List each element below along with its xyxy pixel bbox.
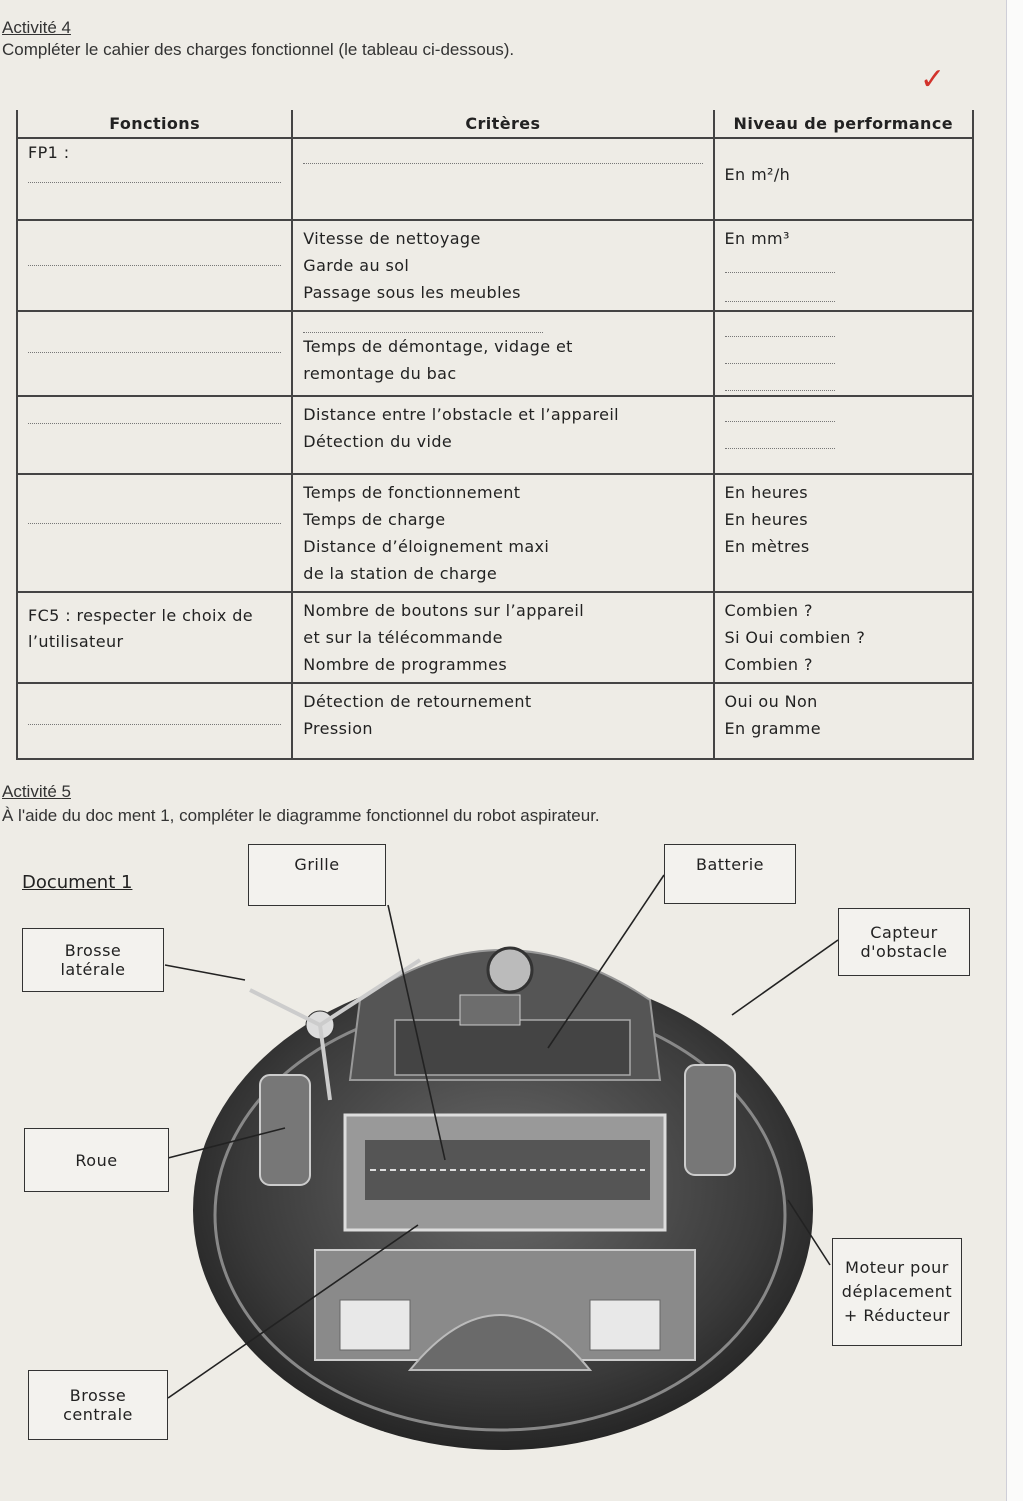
niveau-cell: En heures En heures En mètres: [714, 474, 973, 592]
activity4-instruction: Compléter le cahier des charges fonctionnel (le tableau ci-dessous).: [2, 40, 515, 59]
left-wheel: [260, 1075, 310, 1185]
label-roue: Roue: [24, 1128, 169, 1192]
header-fonctions: Fonctions: [17, 110, 292, 138]
niveau-cell: Combien ? Si Oui combien ? Combien ?: [714, 592, 973, 683]
grille-mesh: [460, 995, 520, 1025]
niveau-cell: En m²/h: [714, 138, 973, 220]
header-niveau: Niveau de performance: [714, 110, 973, 138]
label-brosse-centrale: Brosse centrale: [28, 1370, 168, 1440]
niveau-cell: En mm³: [714, 220, 973, 311]
filter-right: [590, 1300, 660, 1350]
header-criteres: Critères: [292, 110, 713, 138]
criteres-cell: Détection de retournement Pression: [292, 683, 713, 759]
activity4-heading: Activité 4: [2, 18, 71, 37]
label-brosse-laterale: Brosse latérale: [22, 928, 164, 992]
label-moteur-reducteur: Moteur pour déplacement + Réducteur: [832, 1238, 962, 1346]
label-grille: Grille: [248, 844, 386, 906]
criteres-cell: Vitesse de nettoyage Garde au sol Passage sous les meubles: [292, 220, 713, 311]
label-batterie: Batterie: [664, 844, 796, 904]
criteres-cell: Nombre de boutons sur l’appareil et sur la télécommande Nombre de programmes: [292, 592, 713, 683]
criteres-cell: Temps de démontage, vidage et remontage du bac: [292, 311, 713, 396]
niveau-cell: Oui ou Non En gramme: [714, 683, 973, 759]
central-brush: [365, 1140, 650, 1200]
document1-title: Document 1: [22, 872, 133, 893]
activity5-instruction: À l'aide du doc ment 1, compléter le diagramme fonctionnel du robot aspirateur.: [2, 806, 600, 825]
filter-left: [340, 1300, 410, 1350]
activity5-heading: Activité 5: [2, 782, 71, 801]
battery-compartment: [395, 1020, 630, 1075]
criteres-cell: Temps de fonctionnement Temps de charge Distance d’éloignement maxi de la station de charge: [292, 474, 713, 592]
front-caster: [488, 948, 532, 992]
label-capteur-obstacle: Capteur d'obstacle: [838, 908, 970, 976]
fonction-cell: FP1 :: [17, 138, 292, 220]
criteres-cell: Distance entre l’obstacle et l’appareil Détection du vide: [292, 396, 713, 474]
right-wheel: [685, 1065, 735, 1175]
fonction-cell: FC5 : respecter le choix de l’utilisateur: [17, 592, 292, 683]
check-mark-icon: ✓: [920, 63, 946, 96]
